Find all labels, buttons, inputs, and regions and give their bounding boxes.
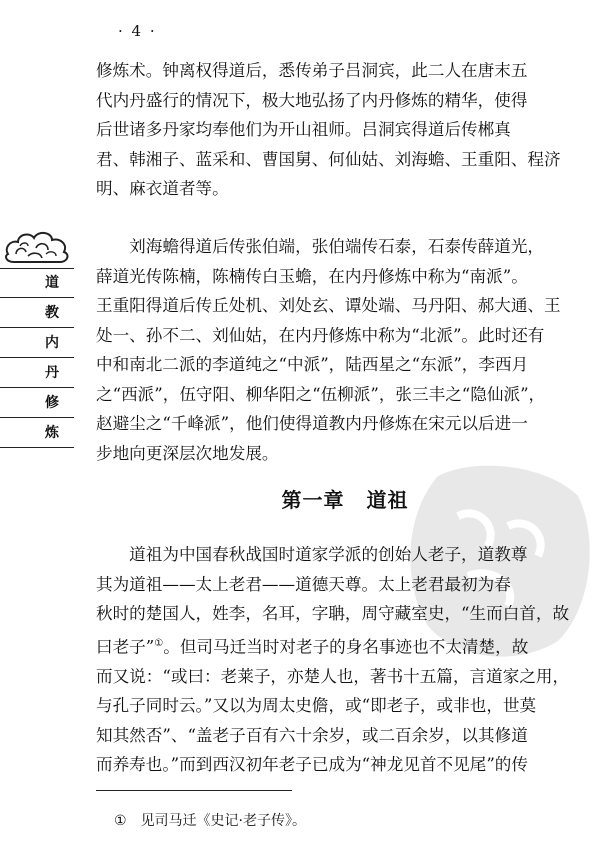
side-tab-char: 道: [0, 268, 74, 298]
text-line: 代内丹盛行的情况下，极大地弘扬了内丹修炼的精华，使得: [96, 90, 528, 110]
chapter-title: 道祖: [366, 488, 409, 512]
side-tab-char: 炼: [0, 418, 74, 448]
text-line: 刘海蟾得道后传张伯端，张伯端传石泰，石泰传薛道光，: [96, 237, 545, 256]
text-line: 王重阳得道后传丘处机、刘处玄、谭处端、马丹阳、郝大通、王: [96, 296, 561, 315]
text-line: 之“西派”，伍守阳、柳华阳之“伍柳派”，张三丰之“隐仙派”，: [96, 384, 546, 404]
footnote-reference[interactable]: ①: [154, 637, 164, 649]
text-line: 秋时的楚国人，姓李，名耳，字聃，周守藏室史，“生而白首，故: [96, 604, 570, 623]
text-line: 道祖为中国春秋战国时道家学派的创始人老子，道教尊: [96, 545, 528, 564]
page-number: · 4 ·: [118, 22, 157, 40]
paragraph-3: [96, 540, 594, 780]
side-tab-char: 教: [0, 298, 74, 328]
footnote: [114, 810, 306, 830]
text-line: 中和南北二派的李道纯之“中派”，陆西星之“东派”，李西月: [96, 355, 529, 374]
side-tab: [0, 268, 74, 448]
text-line: 明、麻衣道者等。: [96, 179, 229, 198]
text-line: 赵避尘之“千峰派”，他们使得道教内丹修炼在宋元以后进一: [96, 414, 528, 433]
cloud-ornament-icon: [2, 224, 74, 268]
side-tab-char: 内: [0, 328, 74, 358]
text-line: 其为道祖——太上老君——道德天尊。太上老君最初为春: [96, 574, 511, 594]
chapter-number: 第一章: [281, 488, 345, 512]
footnote-text: 见司马迁《史记·老子传》。: [140, 813, 307, 829]
text-fragment: 。但司马迁当时对老子的身名事迹也不太清楚，故: [163, 637, 529, 657]
footnote-rule: [96, 790, 292, 791]
text-line: 薛道光传陈楠，陈楠传白玉蟾，在内丹修炼中称为“南派”。: [96, 266, 528, 286]
paragraph-2: [96, 232, 594, 468]
text-line: 后世诸多丹家均奉他们为开山祖师。吕洞宾得道后传郴真: [96, 120, 511, 139]
side-tab-char: 修: [0, 388, 74, 418]
text-line: 与孔子同时云。”又以为周太史儋，或“即老子，或非也，世莫: [96, 696, 537, 716]
text-line: 修炼术。钟离权得道后，悉传弟子吕洞宾，此二人在唐末五: [96, 61, 528, 80]
side-tab-char: 丹: [0, 358, 74, 388]
text-line: 处一、孙不二、刘仙姑，在内丹修炼中称为“北派”。此时还有: [96, 325, 545, 345]
text-line-with-footnote: [96, 629, 594, 662]
paragraph-1: [96, 56, 594, 204]
text-fragment: 曰老子”: [96, 637, 155, 657]
text-line: 步地向更深层次地发展。: [96, 443, 279, 463]
footnote-mark: ①: [114, 813, 127, 829]
text-line: 君、韩湘子、蓝采和、曹国舅、何仙姑、刘海蟾、王重阳、程济: [96, 149, 561, 169]
text-line: 知其然否”、“盖老子百有六十余岁，或二百余岁，以其修道: [96, 725, 528, 745]
text-line: 而养寿也。”而到西汉初年老子已成为“神龙见首不见尾”的传: [96, 755, 528, 775]
text-line: 而又说：“或曰：老莱子，亦楚人也，著书十五篇，言道家之用，: [96, 666, 570, 686]
